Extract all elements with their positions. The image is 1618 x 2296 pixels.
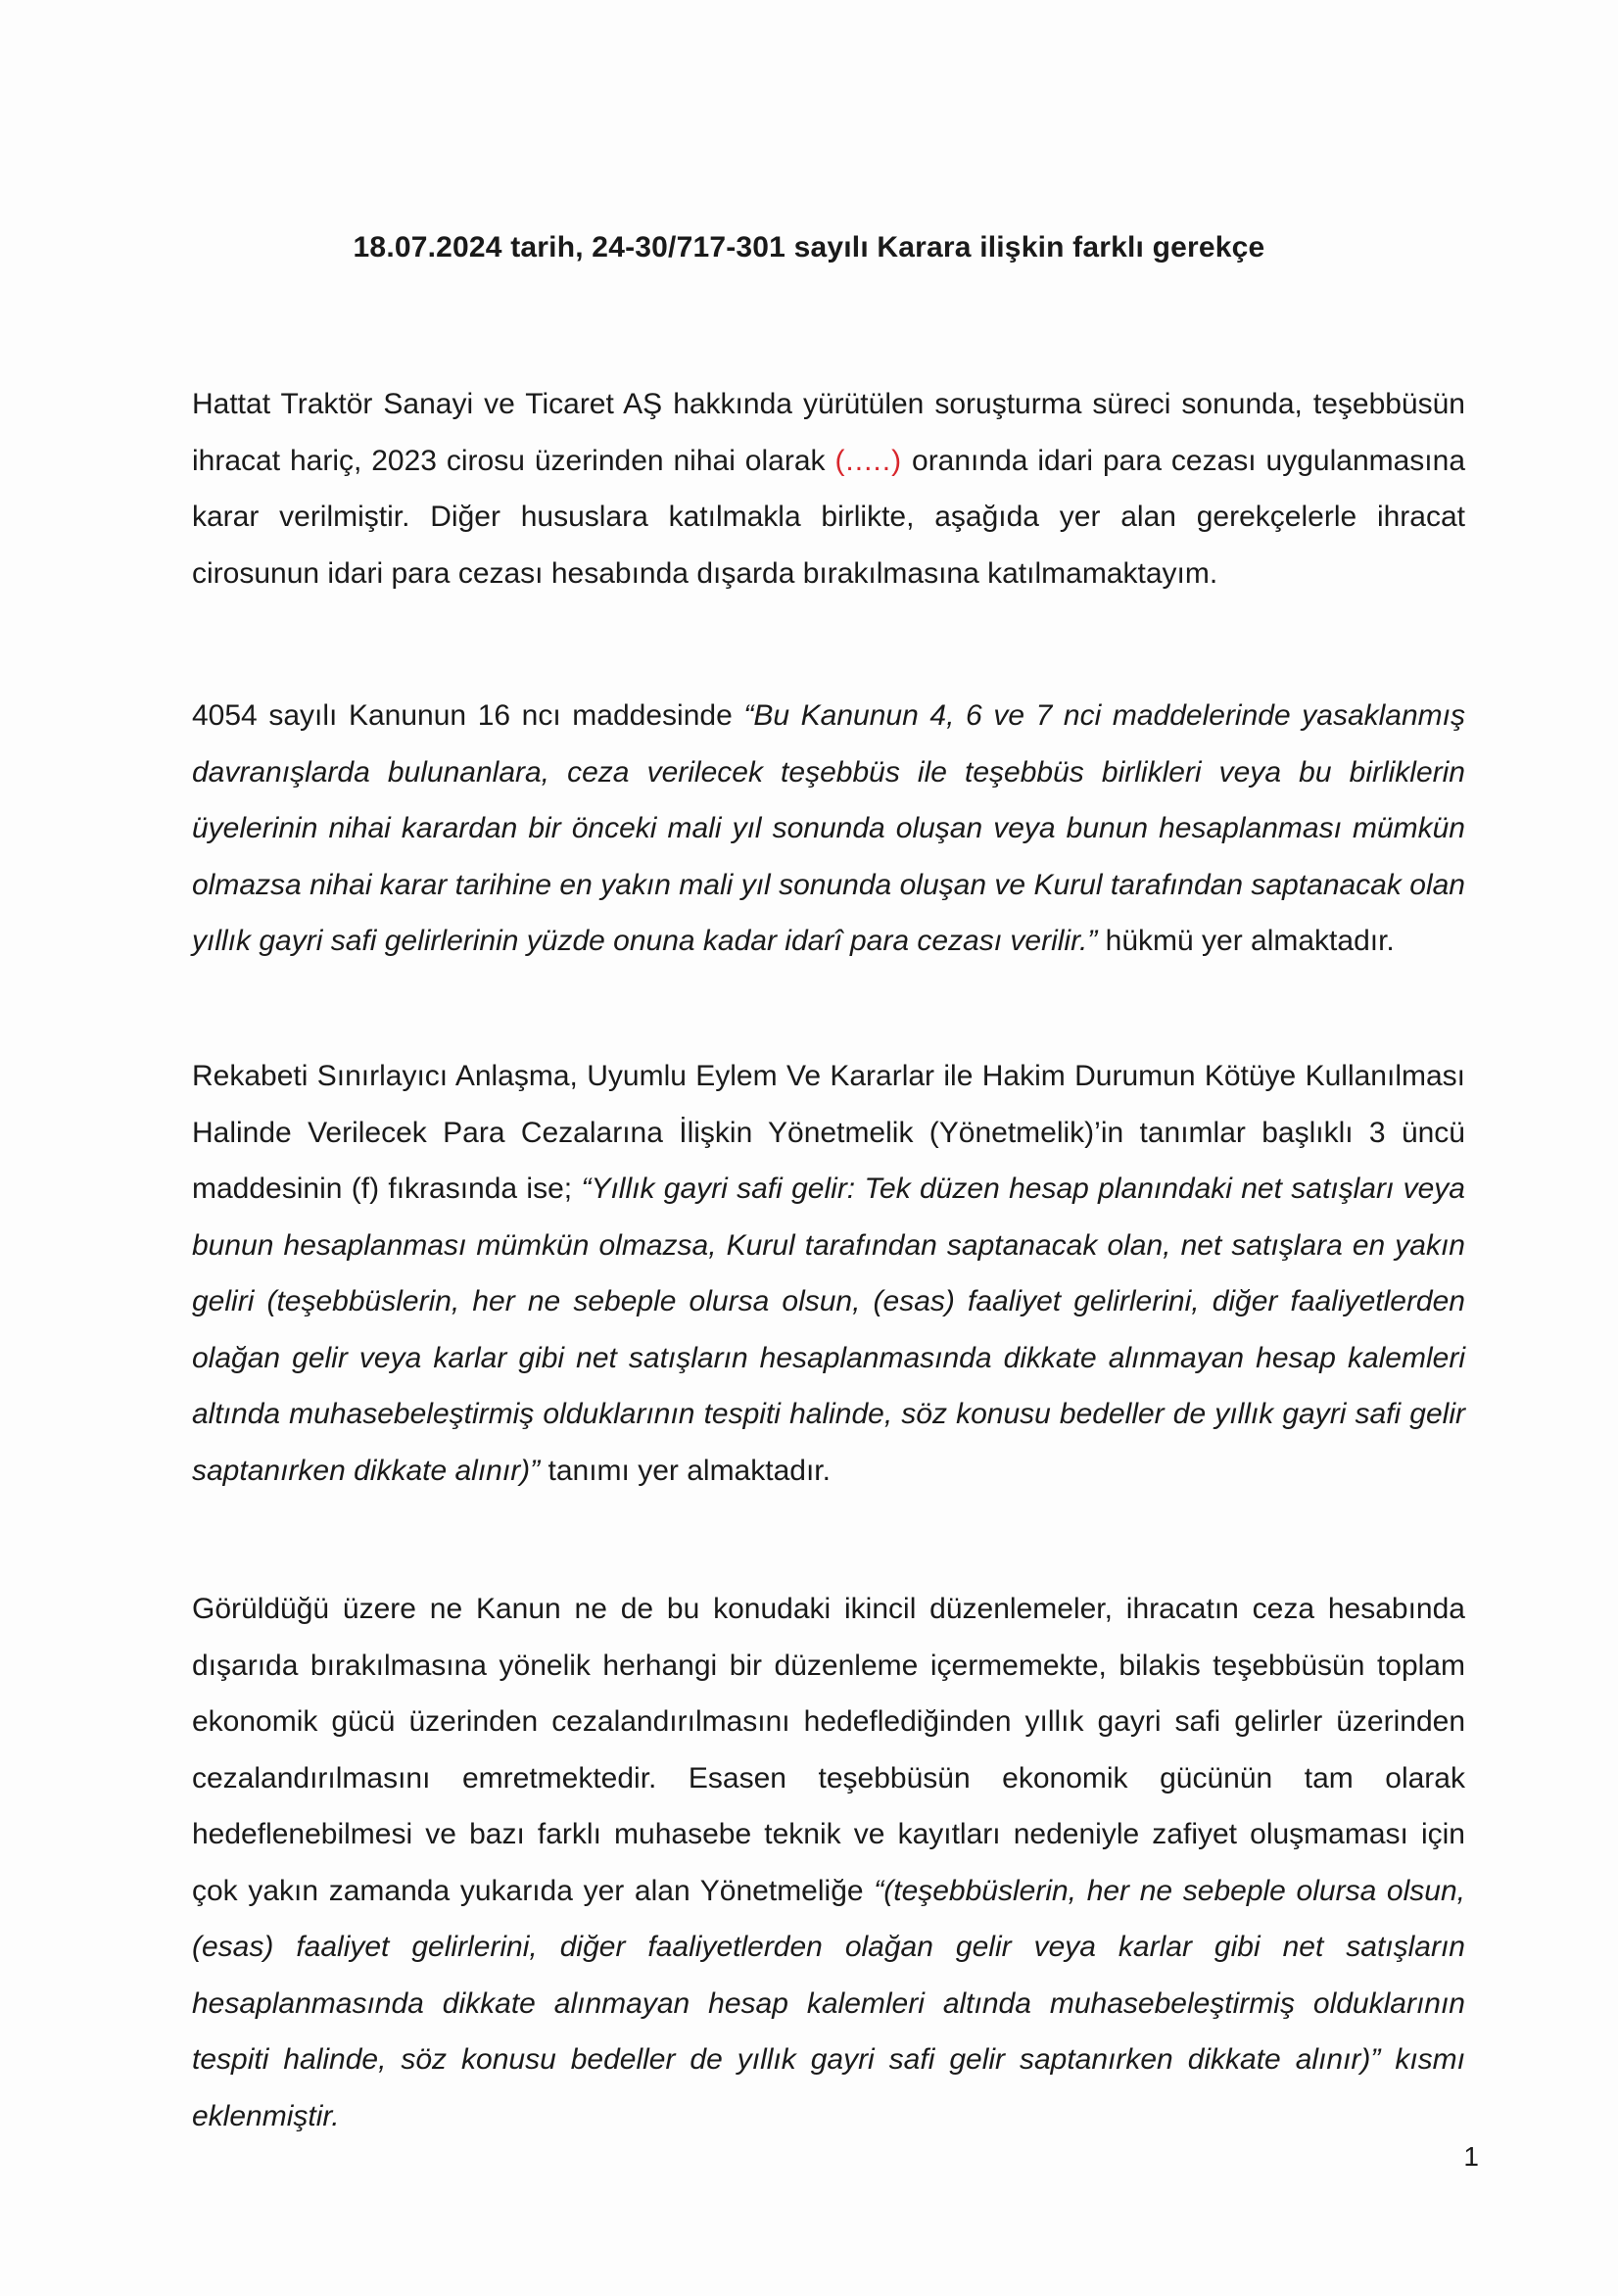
page-number: 1 (1463, 2141, 1479, 2172)
paragraph-1-text-after: oranında idari para cezası uygulanmasına karar verilmiştir. Diğer hususlara katılmakla birlikte, aşağıda yer alan gerekçelerle ihracat cirosunun idari para cezası hesabında dışarda bırakılmasına katılmamaktayım. (192, 444, 1466, 590)
paragraph-3 (192, 1048, 1465, 1499)
paragraph-2-text-after: hükmü yer almaktadır. (1097, 925, 1395, 957)
paragraph-3-text-before: Rekabeti Sınırlayıcı Anlaşma, Uyumlu Eylem Ve Kararlar ile Hakim Durumun Kötüye Kullanılması Halinde Verilecek Para Cezalarına İlişkin Yönetmelik (Yönetmelik)’in tanımlar başlıklı 3 üncü maddesinin (f) fıkrasında ise; (192, 1060, 1465, 1205)
document-title: 18.07.2024 tarih, 24-30/717-301 sayılı Karara ilişkin farklı gerekçe (353, 231, 1265, 263)
law-quote: “Bu Kanunun 4, 6 ve 7 nci maddelerinde yasaklanmış davranışlarda bulunanlara, ceza verilecek teşebbüs ile teşebbüs birlikleri veya bu birliklerin üyelerinin nihai karardan bir önceki mali yıl sonunda oluşan veya bunun hesaplanması mümkün olmazsa nihai karar tarihine en yakın mali yıl sonunda oluşan ve Kurul tarafından saptanacak olan yıllık gayri safi gelirlerinin yüzde onuna kadar idarî para cezası verilir.” (192, 699, 1465, 957)
paragraph-4-text-before: Görüldüğü üzere ne Kanun ne de bu konudaki ikincil düzenlemeler, ihracatın ceza hesabında dışarıda bırakılmasına yönelik herhangi bir düzenleme içermemekte, bilakis teşebbüsün toplam ekonomik gücü üzerinden cezalandırılmasını hedeflediğinden yıllık gayri safi gelirler üzerinden cezalandırılmasını emretmektedir. Esasen teşebbüsün ekonomik gücünün tam olarak hedeflenebilmesi ve bazı farklı muhasebe teknik ve kayıtları nedeniyle zafiyet oluşmaması için çok yakın zamanda yukarıda yer alan Yönetmeliğe (192, 1593, 1465, 1907)
paragraph-1-text-before: Hattat Traktör Sanayi ve Ticaret AŞ hakkında yürütülen soruşturma süreci sonunda, teşebbüsün ihracat hariç, 2023 cirosu üzerinden nihai olarak (192, 388, 1465, 477)
redacted-rate: (.....) (834, 444, 903, 477)
paragraph-4 (192, 1581, 1465, 2144)
paragraph-2-text-before: 4054 sayılı Kanunun 16 ncı maddesinde (192, 699, 744, 732)
paragraph-2 (192, 688, 1465, 970)
regulation-quote: “Yıllık gayri safi gelir: Tek düzen hesap planındaki net satışları veya bunun hesaplanması mümkün olmazsa, Kurul tarafından saptanacak olan, net satışlara en yakın geliri (teşebbüslerin, her ne sebeple olursa olsun, (esas) faaliyet gelirlerini, diğer faaliyetlerden olağan gelir veya karlar gibi net satışların hesaplanmasında dikkate alınmayan hesap kalemleri altında muhasebeleştirmiş olduklarının tespiti halinde, söz konusu bedeller de yıllık gayri safi gelir saptanırken dikkate alınır)” (192, 1172, 1465, 1487)
paragraph-1 (192, 376, 1465, 601)
amendment-quote: “(teşebbüslerin, her ne sebeple olursa olsun, (esas) faaliyet gelirlerini, diğer faaliyetlerden olağan gelir veya karlar gibi net satışların hesaplanmasında dikkate alınmayan hesap kalemleri altında muhasebeleştirmiş olduklarının tespiti halinde, söz konusu bedeller de yıllık gayri safi gelir saptanırken dikkate alınır)” kısmı eklenmiştir. (192, 1874, 1465, 2132)
paragraph-3-text-after: tanımı yer almaktadır. (540, 1454, 831, 1487)
